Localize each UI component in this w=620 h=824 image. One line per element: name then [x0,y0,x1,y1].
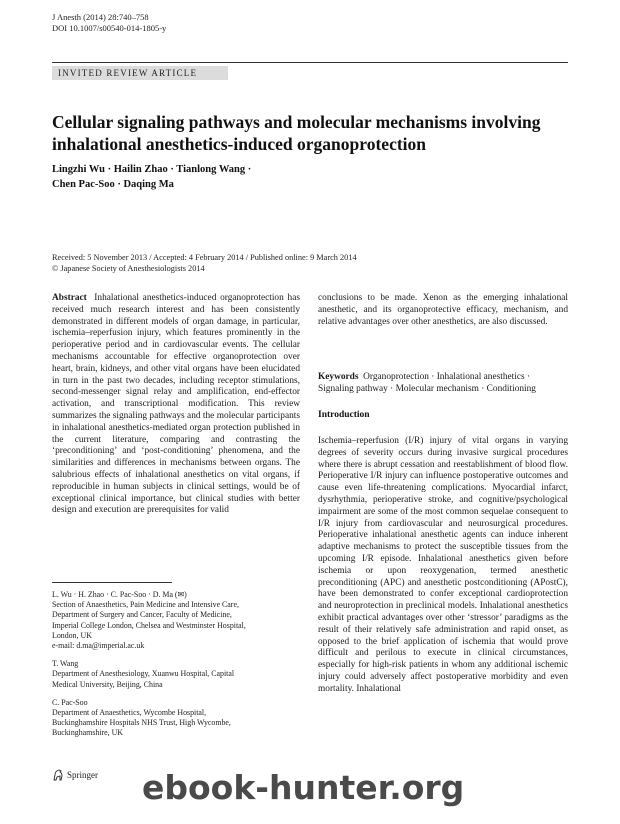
keywords-label: Keywords [318,372,359,382]
author-line-2: Chen Pac-Soo · Daqing Ma [52,179,174,190]
abstract-continuation-text: conclusions to be made. Xenon as the emerging inhalational anesthetic, and its organoprotective efficacy, mechanism, and relative advantages over other anesthetics, are also discussed. [318,293,568,327]
springer-horse-icon [52,769,64,781]
abstract [52,293,300,517]
keywords-text: Organoprotection · Inhalational anesthetics · Signaling pathway · Molecular mechanism · Conditioning [318,372,536,394]
publisher-name: Springer [67,770,98,780]
article-title: Cellular signaling pathways and molecular mechanisms involving inhalational anesthetics-induced organoprotection [52,112,541,154]
journal-header [52,12,166,34]
author-list [52,162,452,192]
affiliation-1: L. Wu · H. Zhao · C. Pac-Soo · D. Ma (✉) Section of Anaesthetics, Pain Medicine and Intensive Care, Department of Surgery and Cancer, Faculty of Medicine, Imperial College London, Chelsea and Westminster Hospital, London, UK e-mail: d.ma@imperial.ac.uk [52,590,246,651]
watermark-text: ebook-hunter.org [142,768,465,807]
author-email-link[interactable]: e-mail: d.ma@imperial.ac.uk [52,641,145,651]
author-line-1: Lingzhi Wu · Hailin Zhao · Tianlong Wang · [52,164,252,175]
affiliations [52,590,300,747]
header-rule [52,62,568,63]
publisher-logo [52,769,98,781]
journal-citation: J Anesth (2014) 28:740–758 [52,12,149,22]
abstract-continuation [318,293,568,328]
introduction-heading: Introduction [318,410,370,420]
affiliation-rule [52,582,172,583]
journal-doi: DOI 10.1007/s00540-014-1805-y [52,23,167,33]
article-type-banner: INVITED REVIEW ARTICLE [52,66,228,80]
abstract-text: Inhalational anesthetics-induced organoprotection has received much research interest and has been consistently demonstrated in different models of organ damage, in particular, ischemia–reperfusion injury, which features prominently in the perioperative period and in cardiovascular events. The cellular mechanisms accountable for effective organoprotection over heart, brain, kidneys, and other vital organs have been elucidated in turn in the past two decades, including receptor stimulations, second-messenger signal relay and amplification, end-effector activation, and transcriptional modification. This review summarizes the signaling pathways and the molecular participants in inhalational anesthetics-mediated organ protection published in the current literature, comparing and contrasting the ‘preconditioning’ and ‘post-conditioning’ phenomena, and the similarities and differences in mechanisms between organs. The salubrious effects of inhalational anesthetics on vital organs, if reproducible in human subjects in clinical settings, would be of exceptional clinical importance, but clinical studies with better design and execution are prerequisites for valid [52,293,300,516]
publication-dates [52,252,568,274]
abstract-label: Abstract [52,293,87,303]
affiliation-2: T. Wang Department of Anesthesiology, Xuanwu Hospital, Capital Medical University, Beijing, China [52,659,235,689]
introduction-text: Ischemia–reperfusion (I/R) injury of vital organs in varying degrees of severity occurs during invasive surgical procedures where there is abrupt cessation and reestablishment of blood flow. Perioperative I/R injury can influence postoperative outcomes and cause even life-threatening complications. Myocardial infarct, dysrhythmia, perioperative stroke, and cognitive/psychological impairment are some of the most common sequelae consequent to I/R injury from cardiovascular and neurosurgical procedures. Perioperative inhalational anesthetic agents can induce inherent adaptive mechanisms to protect the susceptible tissues from the upcoming I/R episode. Inhalational anesthetics given before ischemia or upon reoxygenation, termed anesthetic preconditioning (APC) and anesthetic postconditioning (APostC), have been demonstrated to confer exceptional cardioprotection and neuroprotection in preclinical models. Inhalational anesthetics exhibit practical advantages over other ‘stressor’ paradigms as the result of their relatively safe administration and rapid onset, as opposed to the brief application of ischemia that would prove difficult and perilous to execute in clinical circumstances, especially for high-risk patients in whom any additional ischemic injury could adversely affect postoperative morbidity and even mortality. Inhalational [318,436,568,694]
affiliation-3: C. Pac-Soo Department of Anaesthetics, Wycombe Hospital, Buckinghamshire Hospitals NHS Trust, High Wycombe, Buckinghamshire, UK [52,697,231,738]
copyright-line: © Japanese Society of Anesthesiologists 2014 [52,264,205,273]
introduction [318,436,568,696]
dates-line: Received: 5 November 2013 / Accepted: 4 February 2014 / Published online: 9 March 2014 [52,253,357,262]
keywords [318,372,568,396]
